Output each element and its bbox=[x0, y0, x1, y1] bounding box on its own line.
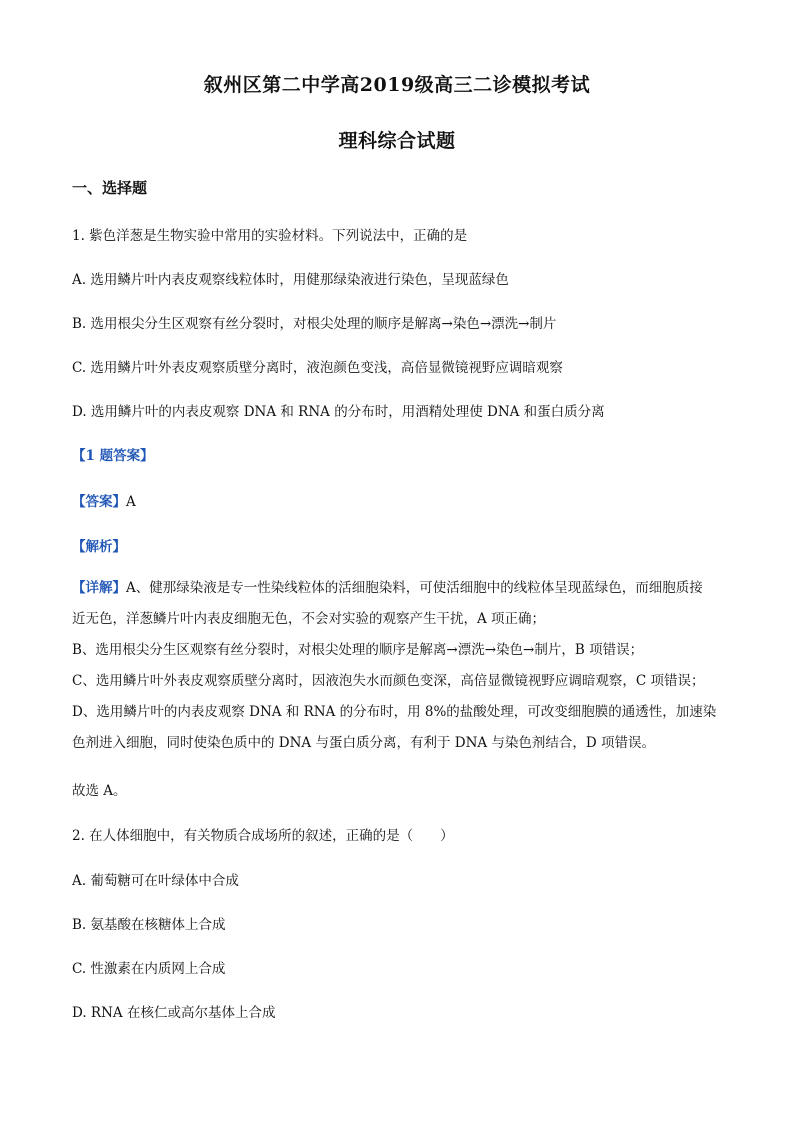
detail-line: B、选用根尖分生区观察有丝分裂时，对根尖处理的顺序是解离→漂洗→染色→制片，B 项错误； bbox=[72, 642, 644, 658]
detail-line: D、选用鳞片叶的内表皮观察 DNA 和 RNA 的分布时，用 8%的盐酸处理，可改变细胞膜的通透性，加速染 bbox=[72, 704, 717, 720]
question-1-stem: 1. 紫色洋葱是生物实验中常用的实验材料。下列说法中，正确的是 bbox=[72, 228, 468, 244]
question-2-option-b: B. 氨基酸在核糖体上合成 bbox=[72, 917, 226, 933]
section-heading: 一、选择题 bbox=[72, 179, 148, 197]
detail-line: 近无色，洋葱鳞片叶内表皮细胞无色，不会对实验的观察产生干扰，A 项正确； bbox=[72, 611, 546, 627]
question-1-option-d: D. 选用鳞片叶的内表皮观察 DNA 和 RNA 的分布时，用酒精处理使 DNA 和蛋白质分离 bbox=[72, 404, 605, 420]
detail-tag: 【详解】 bbox=[72, 580, 126, 596]
detail-line: 【详解】A、健那绿染液是专一性染线粒体的活细胞染料，可使活细胞中的线粒体呈现蓝绿色，而细胞质接 bbox=[72, 580, 703, 596]
question-2-stem: 2. 在人体细胞中，有关物质合成场所的叙述，正确的是（ ） bbox=[72, 828, 454, 844]
question-2-option-c: C. 性激素在内质网上合成 bbox=[72, 961, 226, 977]
analysis-heading: 【解析】 bbox=[72, 539, 126, 555]
question-1-option-a: A. 选用鳞片叶内表皮观察线粒体时，用健那绿染液进行染色，呈现蓝绿色 bbox=[72, 272, 509, 288]
question-1-option-b: B. 选用根尖分生区观察有丝分裂时，对根尖处理的顺序是解离→染色→漂洗→制片 bbox=[72, 316, 557, 332]
question-1-option-c: C. 选用鳞片叶外表皮观察质壁分离时，液泡颜色变浅，高倍显微镜视野应调暗观察 bbox=[72, 360, 563, 376]
detail-line: C、选用鳞片叶外表皮观察质壁分离时，因液泡失水而颜色变深，高倍显微镜视野应调暗观察，C 项错误； bbox=[72, 673, 705, 689]
answer-section-heading: 【1 题答案】 bbox=[72, 448, 154, 464]
question-2-option-a: A. 葡萄糖可在叶绿体中合成 bbox=[72, 873, 239, 889]
detail-line: 色剂进入细胞，同时使染色质中的 DNA 与蛋白质分离，有利于 DNA 与染色剂结合，D 项错误。 bbox=[72, 735, 656, 751]
analysis-detail bbox=[72, 573, 732, 759]
answer-value: A bbox=[126, 494, 136, 510]
answer-line bbox=[72, 490, 136, 510]
answer-tag: 【答案】 bbox=[72, 494, 126, 510]
question-1-conclusion: 故选 A。 bbox=[72, 783, 127, 799]
exam-title: 叙州区第二中学高2019级高三二诊模拟考试 bbox=[203, 74, 591, 96]
exam-subtitle: 理科综合试题 bbox=[338, 130, 456, 152]
question-2-option-d: D. RNA 在核仁或高尔基体上合成 bbox=[72, 1005, 276, 1021]
